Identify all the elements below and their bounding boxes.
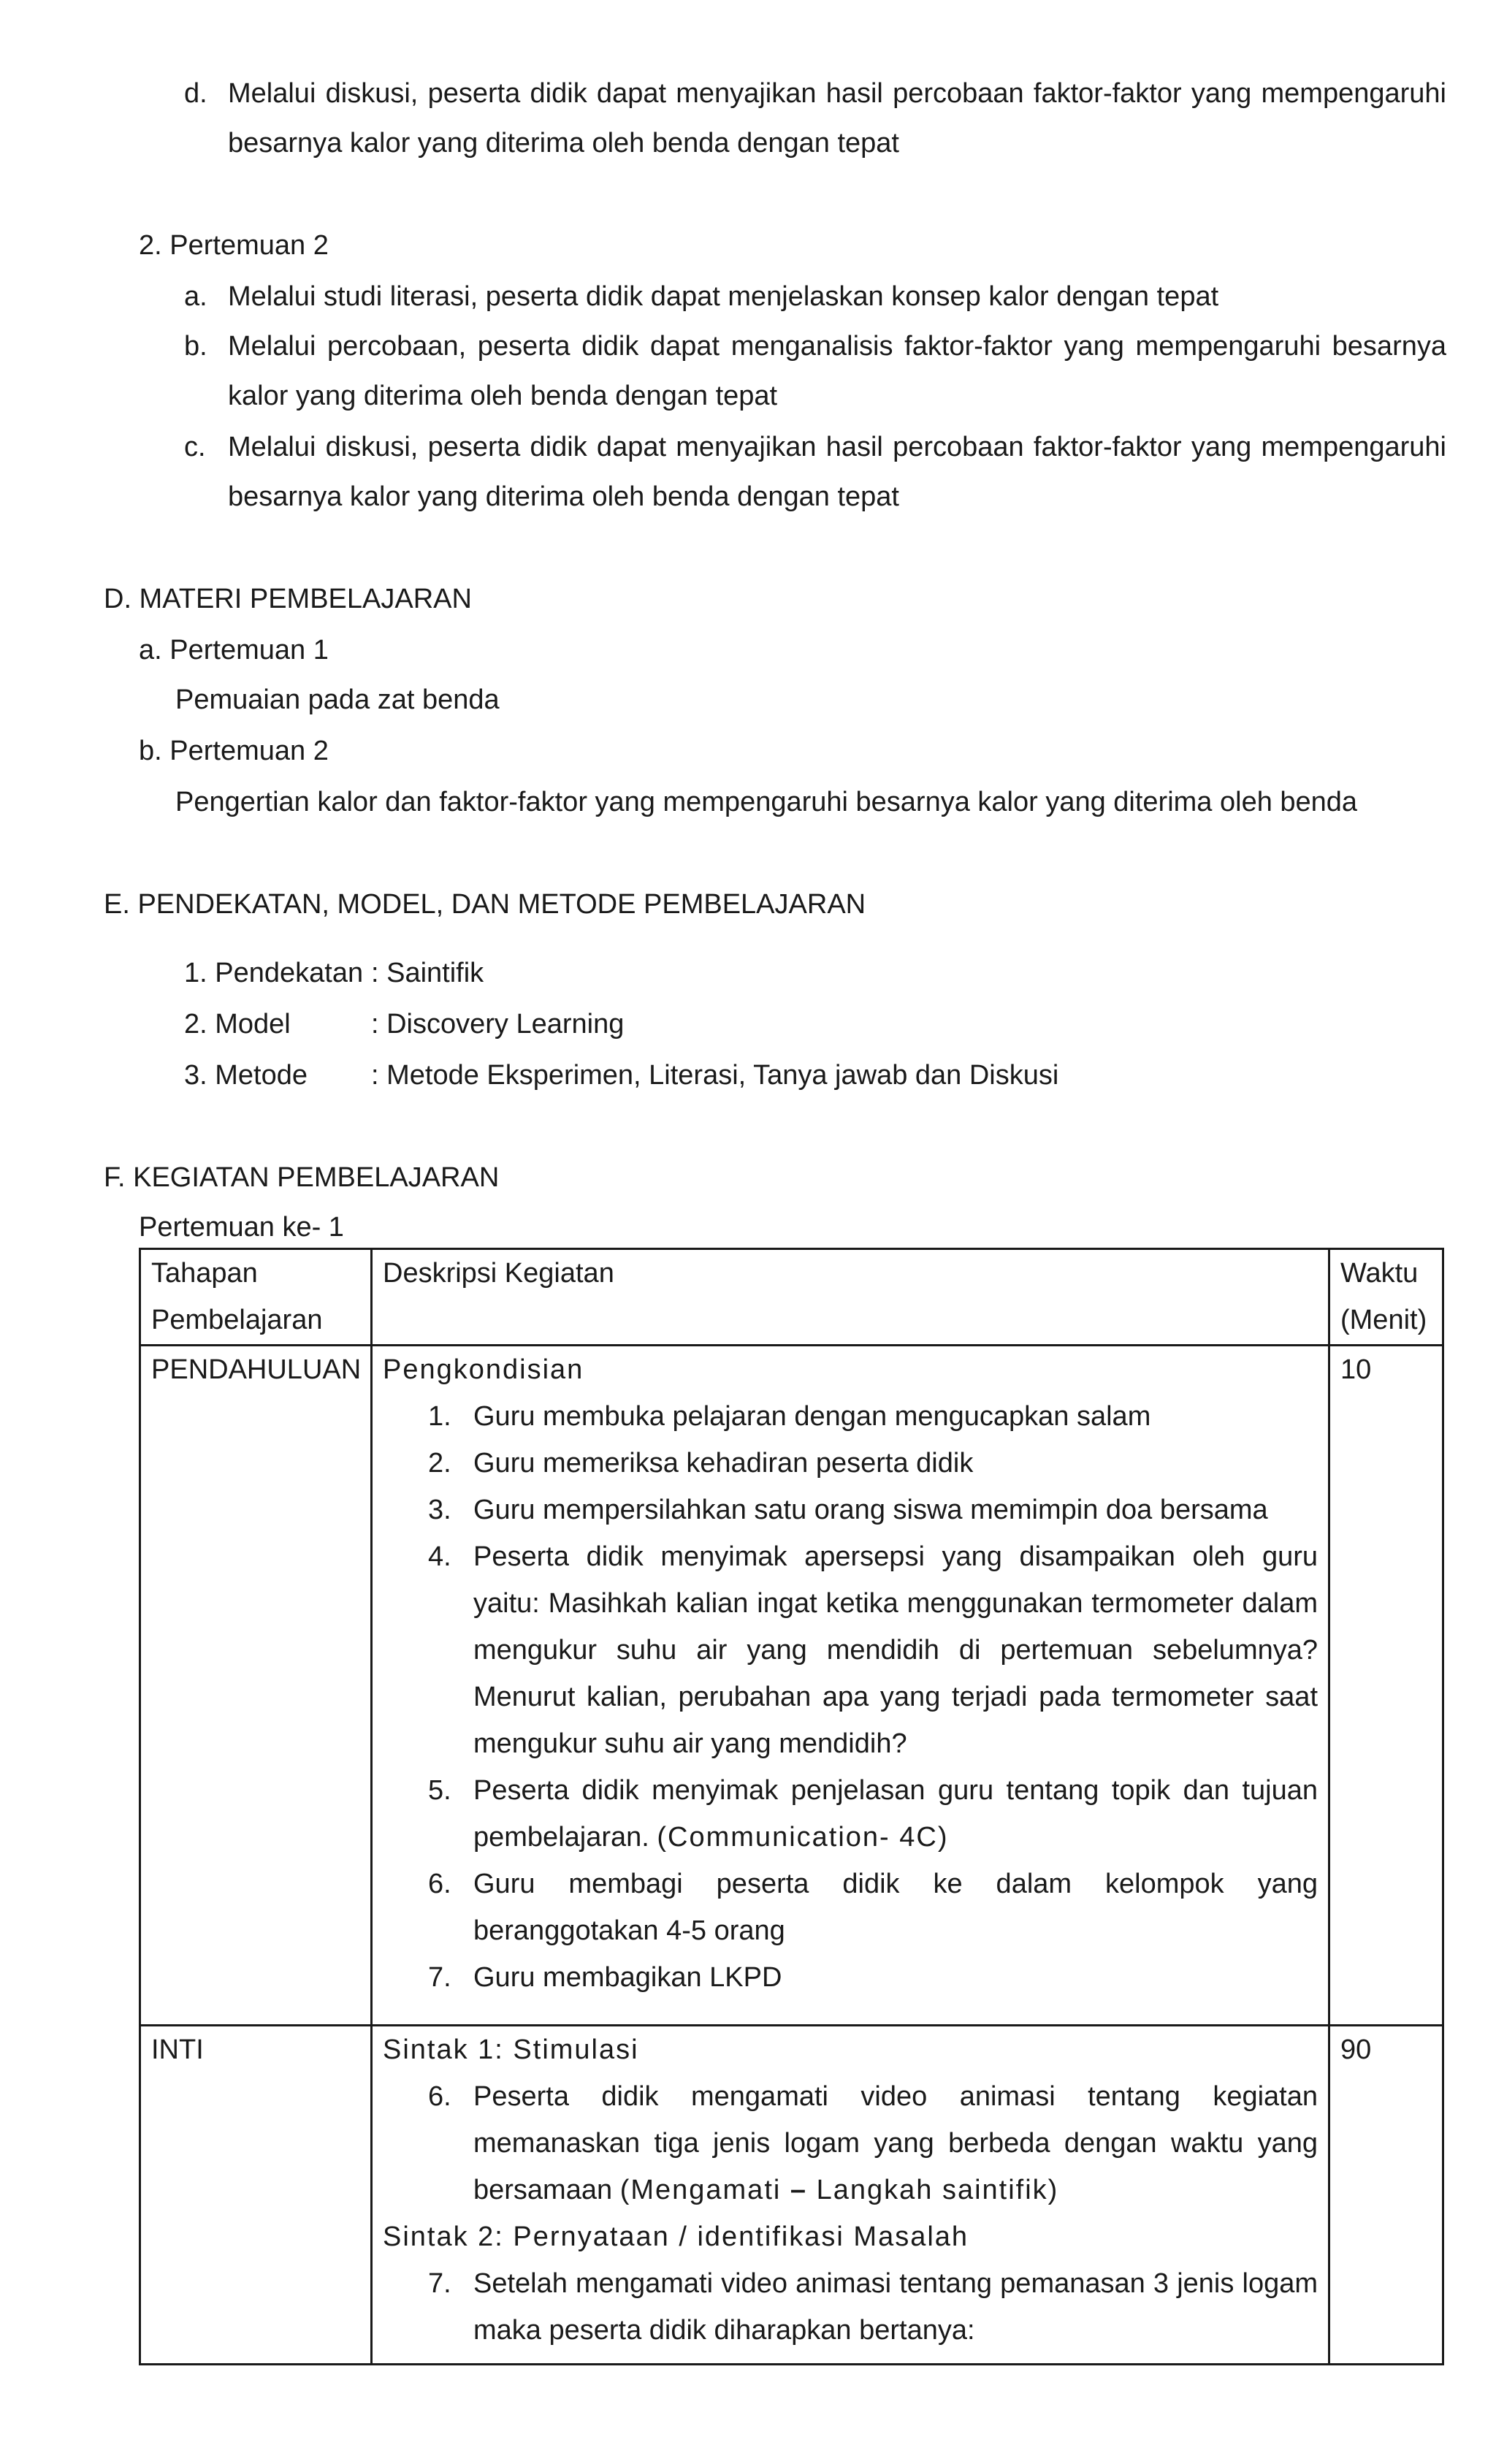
section-d-b-heading: b. Pertemuan 2	[139, 736, 329, 766]
item-text: Melalui diskusi, peserta didik dapat menyajikan hasil percobaan faktor-faktor yang mempengaruhi besarnya kalor yang diterima oleh benda dengan tepat	[228, 432, 1446, 512]
section-e-title: E. PENDEKATAN, MODEL, DAN METODE PEMBELAJARAN	[104, 889, 866, 920]
method-row-model	[184, 999, 1426, 1049]
sintak-title: Pengkondisian	[383, 1354, 584, 1385]
step-text: Guru membagikan LKPD	[473, 1962, 782, 1993]
step-number: 3.	[428, 1495, 451, 1525]
list-item	[383, 1393, 1318, 1440]
item-text: Melalui percobaan, peserta didik dapat menganalisis faktor-faktor yang mempengaruhi besarnya kalor yang diterima oleh benda dengan tepat	[228, 331, 1446, 411]
step-number: 7.	[428, 2268, 451, 2299]
table-row-pendahuluan	[140, 1346, 1443, 2026]
method-row-pendekatan	[184, 948, 1426, 998]
pertemuan-2-heading: 2. Pertemuan 2	[139, 230, 329, 261]
method-label: 1. Pendekatan	[184, 958, 364, 988]
header-description: Deskripsi Kegiatan	[372, 1249, 1329, 1346]
list-item	[383, 1767, 1318, 1861]
step-text: Peserta didik mengamati video animasi tentang kegiatan memanaskan tiga jenis logam yang berbeda dengan waktu yang bersamaan	[473, 2081, 1318, 2205]
step-text: Peserta didik menyimak apersepsi yang disampaikan oleh guru yaitu: Masihkah kalian ingat ketika menggunakan termometer dalam mengukur suhu air yang mendidih di pertemuan sebelumnya? Menurut kalian, perubahan apa yang terjadi pada termometer saat mengukur suhu air yang mendidih?	[473, 1541, 1318, 1759]
method-value: : Discovery Learning	[371, 1009, 625, 1040]
objective-item-b	[184, 321, 1446, 421]
stage-cell: INTI	[140, 2026, 372, 2365]
item-marker: a.	[184, 281, 207, 312]
step-list	[383, 2073, 1318, 2213]
step-number: 4.	[428, 1541, 451, 1572]
learning-activity-table	[139, 1248, 1444, 2365]
header-time: Waktu (Menit)	[1329, 1249, 1443, 1346]
item-text: Melalui studi literasi, peserta didik dapat menjelaskan konsep kalor dengan tepat	[228, 281, 1219, 312]
method-row-metode	[184, 1050, 1426, 1100]
step-number: 2.	[428, 1448, 451, 1479]
description-cell	[372, 1346, 1329, 2026]
step-text-wrap	[473, 2073, 1318, 2213]
step-text: Guru memeriksa kehadiran peserta didik	[473, 1448, 974, 1479]
step-text: Peserta didik menyimak penjelasan guru tentang topik dan tujuan pembelajaran.	[473, 1775, 1318, 1853]
section-d-a-text: Pemuaian pada zat benda	[175, 684, 500, 715]
header-stage: Tahapan Pembelajaran	[140, 1249, 372, 1346]
step-tag-dash: –	[790, 2175, 808, 2205]
sintak-title: Sintak 2: Pernyataan / identifikasi Masalah	[383, 2221, 969, 2252]
description-cell	[372, 2026, 1329, 2365]
time-cell: 10	[1329, 1346, 1443, 2026]
step-number: 6.	[428, 2081, 451, 2112]
section-d-b-text: Pengertian kalor dan faktor-faktor yang mempengaruhi besarnya kalor yang diterima oleh benda	[175, 787, 1358, 817]
objective-item-d	[184, 69, 1446, 168]
item-marker: c.	[184, 432, 206, 462]
list-item	[383, 2073, 1318, 2213]
table-header-row	[140, 1249, 1443, 1346]
item-marker: d.	[184, 78, 207, 109]
step-list	[383, 1393, 1318, 2001]
step-tag: (Communication- 4C)	[657, 1822, 949, 1853]
step-text: Setelah mengamati video animasi tentang pemanasan 3 jenis logam maka peserta didik diharapkan bertanya:	[473, 2268, 1318, 2346]
time-cell: 90	[1329, 2026, 1443, 2365]
step-text-wrap	[473, 1767, 1318, 1861]
section-f-subtitle: Pertemuan ke- 1	[139, 1212, 344, 1243]
step-number: 7.	[428, 1962, 451, 1993]
list-item	[383, 1954, 1318, 2001]
method-value: : Saintifik	[371, 958, 484, 988]
list-item	[383, 2260, 1318, 2354]
sintak-title: Sintak 1: Stimulasi	[383, 2034, 639, 2065]
item-marker: b.	[184, 331, 207, 362]
list-item	[383, 1861, 1318, 1954]
list-item	[383, 1440, 1318, 1487]
method-value: : Metode Eksperimen, Literasi, Tanya jawab dan Diskusi	[371, 1060, 1059, 1091]
method-label: 2. Model	[184, 1009, 291, 1040]
step-list	[383, 2260, 1318, 2354]
step-number: 5.	[428, 1775, 451, 1806]
method-label: 3. Metode	[184, 1060, 308, 1091]
step-tag	[620, 2175, 1059, 2205]
section-d-title: D. MATERI PEMBELAJARAN	[104, 584, 472, 614]
step-tag-b: Langkah saintifik)	[807, 2175, 1059, 2205]
step-text: Guru membuka pelajaran dengan mengucapkan salam	[473, 1401, 1151, 1432]
stage-cell: PENDAHULUAN	[140, 1346, 372, 2026]
section-f-title: F. KEGIATAN PEMBELAJARAN	[104, 1162, 500, 1193]
list-item	[383, 1533, 1318, 1767]
objective-item-c	[184, 422, 1446, 522]
table-row-inti	[140, 2026, 1443, 2365]
item-text: Melalui diskusi, peserta didik dapat menyajikan hasil percobaan faktor-faktor yang mempengaruhi besarnya kalor yang diterima oleh benda dengan tepat	[228, 78, 1446, 159]
step-number: 1.	[428, 1401, 451, 1432]
list-item	[383, 1487, 1318, 1533]
section-d-a-heading: a. Pertemuan 1	[139, 635, 329, 665]
step-text: Guru mempersilahkan satu orang siswa memimpin doa bersama	[473, 1495, 1268, 1525]
objective-item-a	[184, 272, 1446, 321]
step-text: Guru membagi peserta didik ke dalam kelompok yang beranggotakan 4-5 orang	[473, 1869, 1318, 1946]
step-number: 6.	[428, 1869, 451, 1899]
step-tag-a: (Mengamati	[619, 2175, 790, 2205]
